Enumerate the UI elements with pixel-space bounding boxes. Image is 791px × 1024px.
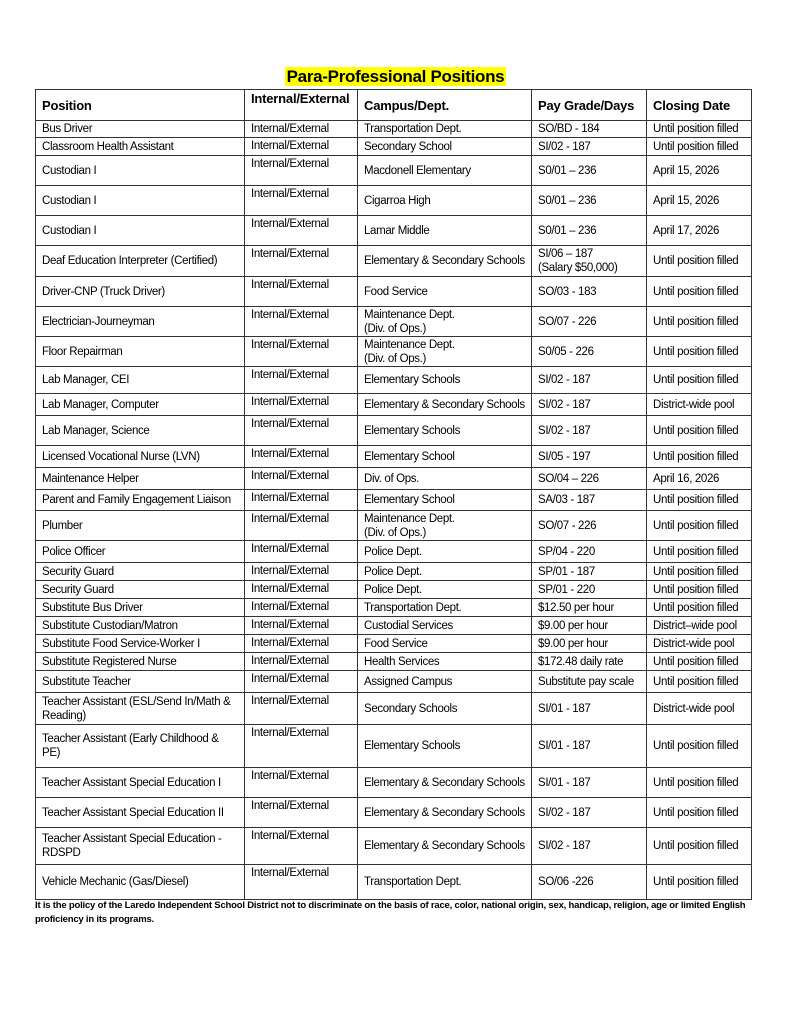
cell-campus: Lamar Middle (358, 216, 532, 246)
cell-campus: Elementary & Secondary Schools (358, 798, 532, 828)
table-row (36, 186, 752, 216)
cell-internal-external: Internal/External (245, 394, 358, 416)
cell-internal-external: Internal/External (245, 768, 358, 798)
cell-closing-date: Until position filled (647, 490, 752, 511)
table-row (36, 541, 752, 563)
table-row (36, 828, 752, 865)
cell-pay-grade: SO/07 - 226 (532, 307, 647, 337)
cell-closing-date: Until position filled (647, 121, 752, 138)
cell-internal-external: Internal/External (245, 186, 358, 216)
cell-campus: Secondary Schools (358, 693, 532, 725)
cell-campus: Transportation Dept. (358, 865, 532, 900)
table-row (36, 156, 752, 186)
cell-position: Electrician-Journeyman (36, 307, 245, 337)
table-row (36, 693, 752, 725)
cell-pay-grade: SI/05 - 197 (532, 446, 647, 468)
table-row (36, 865, 752, 900)
cell-closing-date: Until position filled (647, 563, 752, 581)
cell-campus: Assigned Campus (358, 671, 532, 693)
cell-position: Substitute Custodian/Matron (36, 617, 245, 635)
cell-closing-date: Until position filled (647, 246, 752, 277)
cell-campus: Maintenance Dept. (Div. of Ops.) (358, 307, 532, 337)
cell-position: Lab Manager, CEI (36, 367, 245, 394)
cell-position: Classroom Health Assistant (36, 138, 245, 156)
cell-closing-date: Until position filled (647, 671, 752, 693)
cell-campus: Elementary Schools (358, 725, 532, 768)
cell-pay-grade: SI/06 – 187 (Salary $50,000) (532, 246, 647, 277)
table-row (36, 599, 752, 617)
cell-campus: Elementary Schools (358, 367, 532, 394)
cell-campus: Food Service (358, 277, 532, 307)
cell-campus: Elementary School (358, 446, 532, 468)
table-row (36, 581, 752, 599)
table-row (36, 635, 752, 653)
cell-closing-date: Until position filled (647, 865, 752, 900)
cell-internal-external: Internal/External (245, 581, 358, 599)
cell-internal-external: Internal/External (245, 653, 358, 671)
cell-campus: Elementary Schools (358, 416, 532, 446)
cell-campus: Div. of Ops. (358, 468, 532, 490)
cell-pay-grade: SI/02 - 187 (532, 394, 647, 416)
cell-position: Lab Manager, Computer (36, 394, 245, 416)
nondiscrimination-notice: It is the policy of the Laredo Independent School District not to discriminate on the basis of race, color, national origin, sex, handicap, religion, age or limited English proficiency in its programs. (35, 900, 746, 925)
cell-campus: Maintenance Dept. (Div. of Ops.) (358, 337, 532, 367)
cell-internal-external: Internal/External (245, 511, 358, 541)
cell-pay-grade: S0/01 – 236 (532, 156, 647, 186)
cell-pay-grade: SP/01 - 220 (532, 581, 647, 599)
cell-campus: Police Dept. (358, 581, 532, 599)
cell-position: Licensed Vocational Nurse (LVN) (36, 446, 245, 468)
cell-closing-date: Until position filled (647, 599, 752, 617)
cell-closing-date: Until position filled (647, 768, 752, 798)
cell-internal-external: Internal/External (245, 416, 358, 446)
cell-pay-grade: $12.50 per hour (532, 599, 647, 617)
cell-internal-external: Internal/External (245, 599, 358, 617)
table-row (36, 246, 752, 277)
cell-position: Substitute Bus Driver (36, 599, 245, 617)
cell-pay-grade: SA/03 - 187 (532, 490, 647, 511)
cell-position: Floor Repairman (36, 337, 245, 367)
title-text: Para-Professional Positions (286, 67, 505, 86)
cell-pay-grade: SI/02 - 187 (532, 416, 647, 446)
cell-campus: Cigarroa High (358, 186, 532, 216)
cell-pay-grade: $172.48 daily rate (532, 653, 647, 671)
cell-internal-external: Internal/External (245, 468, 358, 490)
cell-position: Teacher Assistant Special Education I (36, 768, 245, 798)
cell-position: Deaf Education Interpreter (Certified) (36, 246, 245, 277)
table-row (36, 563, 752, 581)
cell-internal-external: Internal/External (245, 865, 358, 900)
cell-closing-date: Until position filled (647, 446, 752, 468)
table-row (36, 768, 752, 798)
cell-closing-date: Until position filled (647, 798, 752, 828)
header-position: Position (36, 90, 245, 121)
table-row (36, 394, 752, 416)
cell-pay-grade: SI/01 - 187 (532, 725, 647, 768)
cell-pay-grade: $9.00 per hour (532, 635, 647, 653)
cell-closing-date: Until position filled (647, 416, 752, 446)
cell-position: Custodian I (36, 156, 245, 186)
cell-position: Maintenance Helper (36, 468, 245, 490)
cell-closing-date: Until position filled (647, 367, 752, 394)
cell-position: Substitute Teacher (36, 671, 245, 693)
cell-internal-external: Internal/External (245, 563, 358, 581)
cell-closing-date: Until position filled (647, 725, 752, 768)
cell-pay-grade: SI/02 - 187 (532, 367, 647, 394)
cell-pay-grade: SO/06 -226 (532, 865, 647, 900)
cell-campus: Elementary & Secondary Schools (358, 828, 532, 865)
cell-pay-grade: S0/05 - 226 (532, 337, 647, 367)
cell-position: Teacher Assistant Special Education II (36, 798, 245, 828)
page-title (0, 67, 791, 87)
table-row (36, 337, 752, 367)
cell-campus: Food Service (358, 635, 532, 653)
cell-pay-grade: SO/03 - 183 (532, 277, 647, 307)
cell-pay-grade: SI/01 - 187 (532, 768, 647, 798)
table-row (36, 468, 752, 490)
cell-internal-external: Internal/External (245, 307, 358, 337)
cell-pay-grade: $9.00 per hour (532, 617, 647, 635)
cell-pay-grade: SO/04 – 226 (532, 468, 647, 490)
cell-campus: Elementary School (358, 490, 532, 511)
cell-internal-external: Internal/External (245, 798, 358, 828)
cell-position: Plumber (36, 511, 245, 541)
cell-campus: Macdonell Elementary (358, 156, 532, 186)
cell-campus: Police Dept. (358, 541, 532, 563)
table-row (36, 617, 752, 635)
table-row (36, 138, 752, 156)
table-row (36, 277, 752, 307)
cell-pay-grade: SI/02 - 187 (532, 138, 647, 156)
table-row (36, 367, 752, 394)
cell-internal-external: Internal/External (245, 617, 358, 635)
cell-internal-external: Internal/External (245, 337, 358, 367)
table-row (36, 416, 752, 446)
cell-position: Security Guard (36, 581, 245, 599)
table-row (36, 511, 752, 541)
cell-internal-external: Internal/External (245, 216, 358, 246)
cell-position: Police Officer (36, 541, 245, 563)
cell-closing-date: Until position filled (647, 581, 752, 599)
cell-closing-date: Until position filled (647, 277, 752, 307)
cell-internal-external: Internal/External (245, 121, 358, 138)
cell-campus: Health Services (358, 653, 532, 671)
cell-closing-date: Until position filled (647, 337, 752, 367)
table-row (36, 798, 752, 828)
cell-closing-date: April 17, 2026 (647, 216, 752, 246)
cell-internal-external: Internal/External (245, 671, 358, 693)
cell-pay-grade: SO/07 - 226 (532, 511, 647, 541)
cell-closing-date: April 16, 2026 (647, 468, 752, 490)
cell-campus: Elementary & Secondary Schools (358, 768, 532, 798)
cell-closing-date: District–wide pool (647, 617, 752, 635)
cell-campus: Maintenance Dept. (Div. of Ops.) (358, 511, 532, 541)
header-internal-external: Internal/External (245, 90, 358, 121)
cell-internal-external: Internal/External (245, 156, 358, 186)
cell-position: Parent and Family Engagement Liaison (36, 490, 245, 511)
cell-position: Substitute Food Service-Worker I (36, 635, 245, 653)
cell-pay-grade: SP/04 - 220 (532, 541, 647, 563)
cell-internal-external: Internal/External (245, 246, 358, 277)
cell-internal-external: Internal/External (245, 541, 358, 563)
cell-internal-external: Internal/External (245, 367, 358, 394)
cell-internal-external: Internal/External (245, 446, 358, 468)
cell-position: Custodian I (36, 216, 245, 246)
cell-closing-date: District-wide pool (647, 693, 752, 725)
table-row (36, 307, 752, 337)
positions-table (35, 89, 752, 900)
cell-pay-grade: S0/01 – 236 (532, 186, 647, 216)
cell-closing-date: April 15, 2026 (647, 186, 752, 216)
table-row (36, 446, 752, 468)
cell-pay-grade: S0/01 – 236 (532, 216, 647, 246)
cell-campus: Elementary & Secondary Schools (358, 394, 532, 416)
cell-internal-external: Internal/External (245, 828, 358, 865)
cell-position: Driver-CNP (Truck Driver) (36, 277, 245, 307)
cell-position: Substitute Registered Nurse (36, 653, 245, 671)
cell-campus: Custodial Services (358, 617, 532, 635)
cell-pay-grade: SP/01 - 187 (532, 563, 647, 581)
cell-campus: Secondary School (358, 138, 532, 156)
cell-closing-date: Until position filled (647, 541, 752, 563)
cell-pay-grade: SI/02 - 187 (532, 798, 647, 828)
cell-campus: Police Dept. (358, 563, 532, 581)
table-row (36, 725, 752, 768)
table-row (36, 490, 752, 511)
cell-pay-grade: SI/02 - 187 (532, 828, 647, 865)
cell-internal-external: Internal/External (245, 490, 358, 511)
cell-campus: Transportation Dept. (358, 121, 532, 138)
cell-campus: Elementary & Secondary Schools (358, 246, 532, 277)
cell-position: Vehicle Mechanic (Gas/Diesel) (36, 865, 245, 900)
table-row (36, 653, 752, 671)
cell-position: Custodian I (36, 186, 245, 216)
cell-internal-external: Internal/External (245, 635, 358, 653)
cell-closing-date: Until position filled (647, 828, 752, 865)
cell-internal-external: Internal/External (245, 725, 358, 768)
cell-pay-grade: SO/BD - 184 (532, 121, 647, 138)
cell-pay-grade: Substitute pay scale (532, 671, 647, 693)
cell-internal-external: Internal/External (245, 138, 358, 156)
cell-closing-date: District-wide pool (647, 394, 752, 416)
cell-closing-date: Until position filled (647, 653, 752, 671)
table-row (36, 216, 752, 246)
cell-closing-date: Until position filled (647, 138, 752, 156)
cell-closing-date: April 15, 2026 (647, 156, 752, 186)
cell-position: Security Guard (36, 563, 245, 581)
header-row (36, 90, 752, 121)
header-pay-grade: Pay Grade/Days (532, 90, 647, 121)
cell-campus: Transportation Dept. (358, 599, 532, 617)
cell-internal-external: Internal/External (245, 277, 358, 307)
cell-position: Lab Manager, Science (36, 416, 245, 446)
cell-position: Teacher Assistant (Early Childhood & PE) (36, 725, 245, 768)
table-row (36, 671, 752, 693)
cell-closing-date: District-wide pool (647, 635, 752, 653)
cell-closing-date: Until position filled (647, 511, 752, 541)
header-closing-date: Closing Date (647, 90, 752, 121)
cell-internal-external: Internal/External (245, 693, 358, 725)
table-row (36, 121, 752, 138)
cell-closing-date: Until position filled (647, 307, 752, 337)
cell-position: Teacher Assistant Special Education - RDSPD (36, 828, 245, 865)
cell-position: Bus Driver (36, 121, 245, 138)
cell-pay-grade: SI/01 - 187 (532, 693, 647, 725)
header-campus: Campus/Dept. (358, 90, 532, 121)
cell-position: Teacher Assistant (ESL/Send In/Math & Reading) (36, 693, 245, 725)
